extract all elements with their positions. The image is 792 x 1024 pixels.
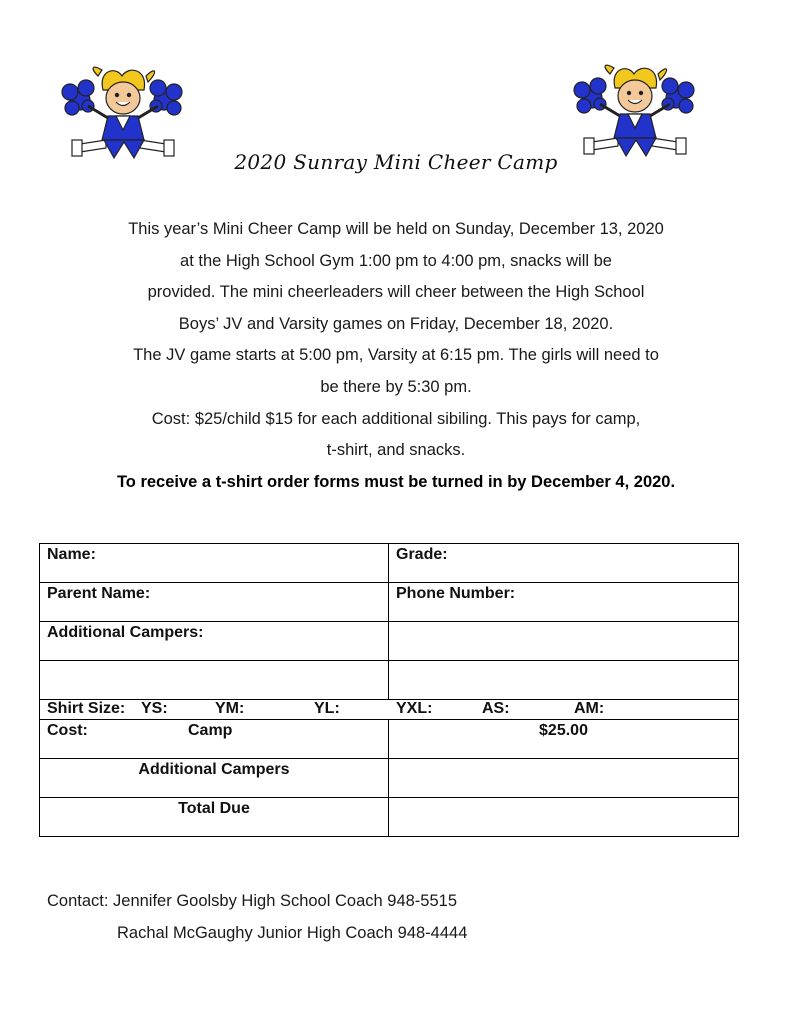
name-field[interactable]: [40, 544, 389, 583]
intro-line: provided. The mini cheerleaders will cheer between the High School: [147, 283, 645, 302]
intro-line: t-shirt, and snacks.: [326, 441, 466, 460]
total-due-label: Total Due: [178, 800, 250, 817]
cheerleader-icon: [570, 60, 700, 160]
intro-line: at the High School Gym 1:00 pm to 4:00 pm, snacks will be: [180, 251, 612, 270]
intro-line: Boys’ JV and Varsity games on Friday, December 18, 2020.: [178, 314, 614, 333]
size-yxl: YXL:: [396, 700, 433, 717]
grade-field[interactable]: [389, 544, 739, 583]
intro-line: be there by 5:30 pm.: [320, 377, 472, 396]
additional-campers-cost-cell: [40, 759, 389, 798]
additional-campers-cost-label: Additional Campers: [138, 761, 290, 778]
cost-camp-cell: [40, 720, 389, 759]
additional-campers-field-2[interactable]: [389, 622, 739, 661]
shirt-size-row[interactable]: [40, 700, 739, 720]
cheerleader-icon: [58, 62, 188, 162]
name-label: Name:: [47, 546, 96, 563]
phone-number-field[interactable]: [389, 583, 739, 622]
camp-label: Camp: [188, 722, 233, 739]
contact-info: [47, 886, 467, 949]
additional-campers-amount-field[interactable]: [389, 759, 739, 798]
contact-line: Rachal McGaughy Junior High Coach 948-4444: [117, 923, 468, 942]
shirt-size-label: Shirt Size:: [47, 700, 126, 717]
total-due-cell: [40, 798, 389, 837]
size-ym: YM:: [215, 700, 245, 717]
grade-label: Grade:: [396, 546, 448, 563]
registration-form: [39, 543, 739, 837]
phone-number-label: Phone Number:: [396, 585, 516, 602]
additional-campers-field[interactable]: [40, 622, 389, 661]
camp-price: $25.00: [539, 722, 588, 739]
intro-line: This year’s Mini Cheer Camp will be held on Sunday, December 13, 2020: [128, 220, 664, 238]
intro-text: [60, 214, 732, 498]
page-title: 2020 Sunray Mini Cheer Camp: [234, 150, 558, 174]
parent-name-label: Parent Name:: [47, 585, 151, 602]
parent-name-field[interactable]: [40, 583, 389, 622]
size-yl: YL:: [314, 700, 340, 717]
cost-label: Cost:: [47, 722, 88, 739]
additional-campers-label: Additional Campers:: [47, 624, 204, 641]
size-am: AM:: [574, 700, 605, 717]
additional-campers-field-4[interactable]: [389, 661, 739, 700]
additional-campers-field-3[interactable]: [40, 661, 389, 700]
camp-price-cell: [389, 720, 739, 759]
intro-line: Cost: $25/child $15 for each additional sibiling. This pays for camp,: [151, 409, 641, 428]
size-as: AS:: [482, 700, 510, 717]
size-ys: YS:: [141, 700, 168, 717]
contact-line: Contact: Jennifer Goolsby High School Coach 948-5515: [47, 892, 457, 910]
total-due-amount-field[interactable]: [389, 798, 739, 837]
deadline-notice: To receive a t-shirt order forms must be turned in by December 4, 2020.: [116, 472, 676, 491]
intro-line: The JV game starts at 5:00 pm, Varsity at 6:15 pm. The girls will need to: [133, 346, 659, 365]
